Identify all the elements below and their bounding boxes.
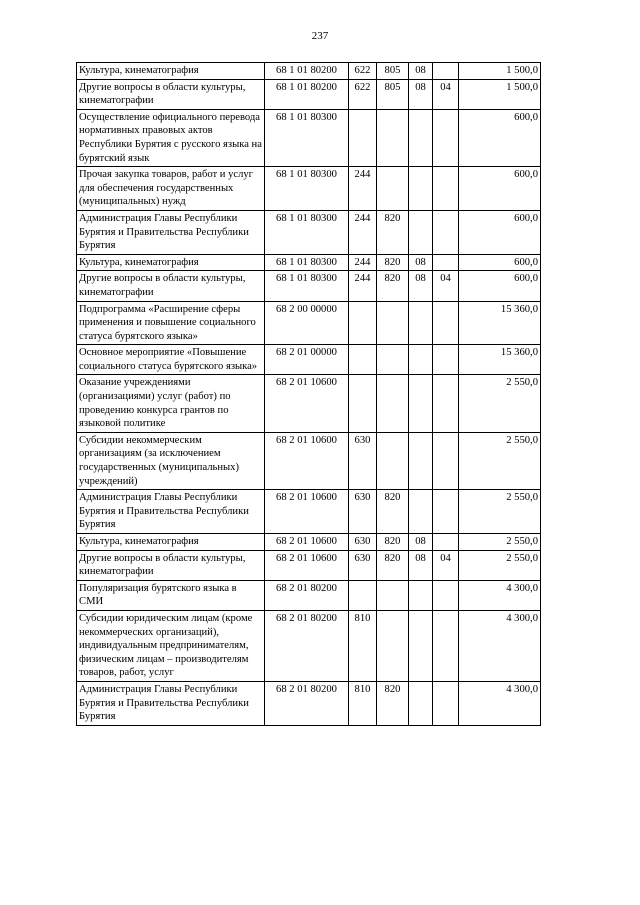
table-row	[77, 271, 541, 301]
subsection-cell	[433, 432, 459, 489]
section-cell	[409, 432, 433, 489]
subsection-cell	[433, 610, 459, 681]
table-row	[77, 167, 541, 211]
amount-cell: 2 550,0	[459, 432, 541, 489]
table-row	[77, 254, 541, 271]
section-cell	[409, 490, 433, 534]
row-name-cell: Основное мероприятие «Повышение социального статуса бурятского языка»	[77, 345, 265, 375]
expense-type-cell	[349, 109, 377, 166]
subsection-cell	[433, 580, 459, 610]
subsection-cell: 04	[433, 271, 459, 301]
subsection-cell	[433, 109, 459, 166]
section-cell	[409, 681, 433, 725]
ministry-code-cell	[377, 301, 409, 345]
ministry-code-cell	[377, 375, 409, 432]
ministry-code-cell: 805	[377, 63, 409, 80]
section-cell	[409, 375, 433, 432]
subsection-cell	[433, 301, 459, 345]
table-row	[77, 580, 541, 610]
row-name-cell: Прочая закупка товаров, работ и услуг для обеспечения государственных (муниципальных) нужд	[77, 167, 265, 211]
table-row	[77, 490, 541, 534]
target-code-cell: 68 2 00 00000	[265, 301, 349, 345]
expense-type-cell: 244	[349, 210, 377, 254]
target-code-cell: 68 2 01 10600	[265, 432, 349, 489]
table-row	[77, 610, 541, 681]
row-name-cell: Администрация Главы Республики Бурятия и Правительства Республики Бурятия	[77, 681, 265, 725]
section-cell	[409, 210, 433, 254]
table-row	[77, 534, 541, 551]
subsection-cell	[433, 375, 459, 432]
target-code-cell: 68 2 01 00000	[265, 345, 349, 375]
row-name-cell: Субсидии юридическим лицам (кроме некоммерческих организаций), индивидуальным предпринимателям, физическим лицам – производителям товаров, работ, услуг	[77, 610, 265, 681]
target-code-cell: 68 1 01 80300	[265, 167, 349, 211]
table-row	[77, 550, 541, 580]
target-code-cell: 68 1 01 80300	[265, 271, 349, 301]
section-cell	[409, 610, 433, 681]
subsection-cell	[433, 345, 459, 375]
target-code-cell: 68 1 01 80300	[265, 109, 349, 166]
amount-cell: 2 550,0	[459, 534, 541, 551]
target-code-cell: 68 2 01 10600	[265, 375, 349, 432]
ministry-code-cell: 805	[377, 79, 409, 109]
target-code-cell: 68 1 01 80200	[265, 63, 349, 80]
subsection-cell	[433, 254, 459, 271]
section-cell	[409, 301, 433, 345]
subsection-cell	[433, 167, 459, 211]
expense-type-cell: 630	[349, 534, 377, 551]
table-row	[77, 375, 541, 432]
section-cell: 08	[409, 79, 433, 109]
amount-cell: 600,0	[459, 210, 541, 254]
target-code-cell: 68 2 01 10600	[265, 534, 349, 551]
row-name-cell: Культура, кинематография	[77, 254, 265, 271]
ministry-code-cell	[377, 580, 409, 610]
amount-cell: 2 550,0	[459, 550, 541, 580]
section-cell: 08	[409, 254, 433, 271]
target-code-cell: 68 1 01 80300	[265, 210, 349, 254]
table-row	[77, 301, 541, 345]
table-row	[77, 63, 541, 80]
row-name-cell: Администрация Главы Республики Бурятия и Правительства Республики Бурятия	[77, 210, 265, 254]
row-name-cell: Осуществление официального перевода нормативных правовых актов Республики Бурятия с русского языка на бурятский язык	[77, 109, 265, 166]
row-name-cell: Другие вопросы в области культуры, кинематографии	[77, 79, 265, 109]
ministry-code-cell: 820	[377, 271, 409, 301]
ministry-code-cell	[377, 345, 409, 375]
row-name-cell: Субсидии некоммерческим организациям (за исключением государственных (муниципальных) учреждений)	[77, 432, 265, 489]
row-name-cell: Оказание учреждениями (организациями) услуг (работ) по проведению конкурса грантов по языковой политике	[77, 375, 265, 432]
ministry-code-cell	[377, 610, 409, 681]
section-cell: 08	[409, 271, 433, 301]
section-cell: 08	[409, 534, 433, 551]
section-cell	[409, 345, 433, 375]
expense-type-cell: 810	[349, 610, 377, 681]
ministry-code-cell: 820	[377, 550, 409, 580]
section-cell: 08	[409, 550, 433, 580]
ministry-code-cell: 820	[377, 254, 409, 271]
table-row	[77, 79, 541, 109]
amount-cell: 600,0	[459, 254, 541, 271]
target-code-cell: 68 2 01 80200	[265, 580, 349, 610]
target-code-cell: 68 2 01 10600	[265, 550, 349, 580]
expense-type-cell: 244	[349, 271, 377, 301]
subsection-cell: 04	[433, 550, 459, 580]
amount-cell: 4 300,0	[459, 610, 541, 681]
ministry-code-cell: 820	[377, 534, 409, 551]
expense-type-cell: 810	[349, 681, 377, 725]
amount-cell: 600,0	[459, 109, 541, 166]
table-row	[77, 681, 541, 725]
expense-type-cell: 244	[349, 167, 377, 211]
budget-table	[76, 62, 541, 726]
amount-cell: 15 360,0	[459, 345, 541, 375]
subsection-cell	[433, 210, 459, 254]
subsection-cell	[433, 490, 459, 534]
target-code-cell: 68 2 01 80200	[265, 610, 349, 681]
row-name-cell: Подпрограмма «Расширение сферы применения и повышение социального статуса бурятского языка»	[77, 301, 265, 345]
section-cell	[409, 167, 433, 211]
expense-type-cell: 630	[349, 550, 377, 580]
expense-type-cell	[349, 580, 377, 610]
table-row	[77, 432, 541, 489]
subsection-cell	[433, 681, 459, 725]
row-name-cell: Другие вопросы в области культуры, кинематографии	[77, 550, 265, 580]
expense-type-cell: 244	[349, 254, 377, 271]
amount-cell: 600,0	[459, 271, 541, 301]
amount-cell: 1 500,0	[459, 63, 541, 80]
amount-cell: 15 360,0	[459, 301, 541, 345]
expense-type-cell	[349, 301, 377, 345]
ministry-code-cell: 820	[377, 210, 409, 254]
expense-type-cell	[349, 345, 377, 375]
amount-cell: 2 550,0	[459, 375, 541, 432]
expense-type-cell: 622	[349, 79, 377, 109]
row-name-cell: Культура, кинематография	[77, 63, 265, 80]
row-name-cell: Популяризация бурятского языка в СМИ	[77, 580, 265, 610]
section-cell: 08	[409, 63, 433, 80]
ministry-code-cell	[377, 432, 409, 489]
row-name-cell: Администрация Главы Республики Бурятия и Правительства Республики Бурятия	[77, 490, 265, 534]
target-code-cell: 68 1 01 80300	[265, 254, 349, 271]
subsection-cell	[433, 63, 459, 80]
target-code-cell: 68 2 01 80200	[265, 681, 349, 725]
expense-type-cell: 630	[349, 432, 377, 489]
section-cell	[409, 109, 433, 166]
table-row	[77, 109, 541, 166]
amount-cell: 2 550,0	[459, 490, 541, 534]
table-row	[77, 345, 541, 375]
target-code-cell: 68 2 01 10600	[265, 490, 349, 534]
page-number: 237	[311, 30, 329, 42]
subsection-cell: 04	[433, 79, 459, 109]
expense-type-cell	[349, 375, 377, 432]
subsection-cell	[433, 534, 459, 551]
amount-cell: 4 300,0	[459, 580, 541, 610]
section-cell	[409, 580, 433, 610]
amount-cell: 600,0	[459, 167, 541, 211]
ministry-code-cell	[377, 167, 409, 211]
ministry-code-cell	[377, 109, 409, 166]
table-row	[77, 210, 541, 254]
target-code-cell: 68 1 01 80200	[265, 79, 349, 109]
ministry-code-cell: 820	[377, 490, 409, 534]
amount-cell: 4 300,0	[459, 681, 541, 725]
row-name-cell: Другие вопросы в области культуры, кинематографии	[77, 271, 265, 301]
row-name-cell: Культура, кинематография	[77, 534, 265, 551]
ministry-code-cell: 820	[377, 681, 409, 725]
expense-type-cell: 622	[349, 63, 377, 80]
expense-type-cell: 630	[349, 490, 377, 534]
amount-cell: 1 500,0	[459, 79, 541, 109]
